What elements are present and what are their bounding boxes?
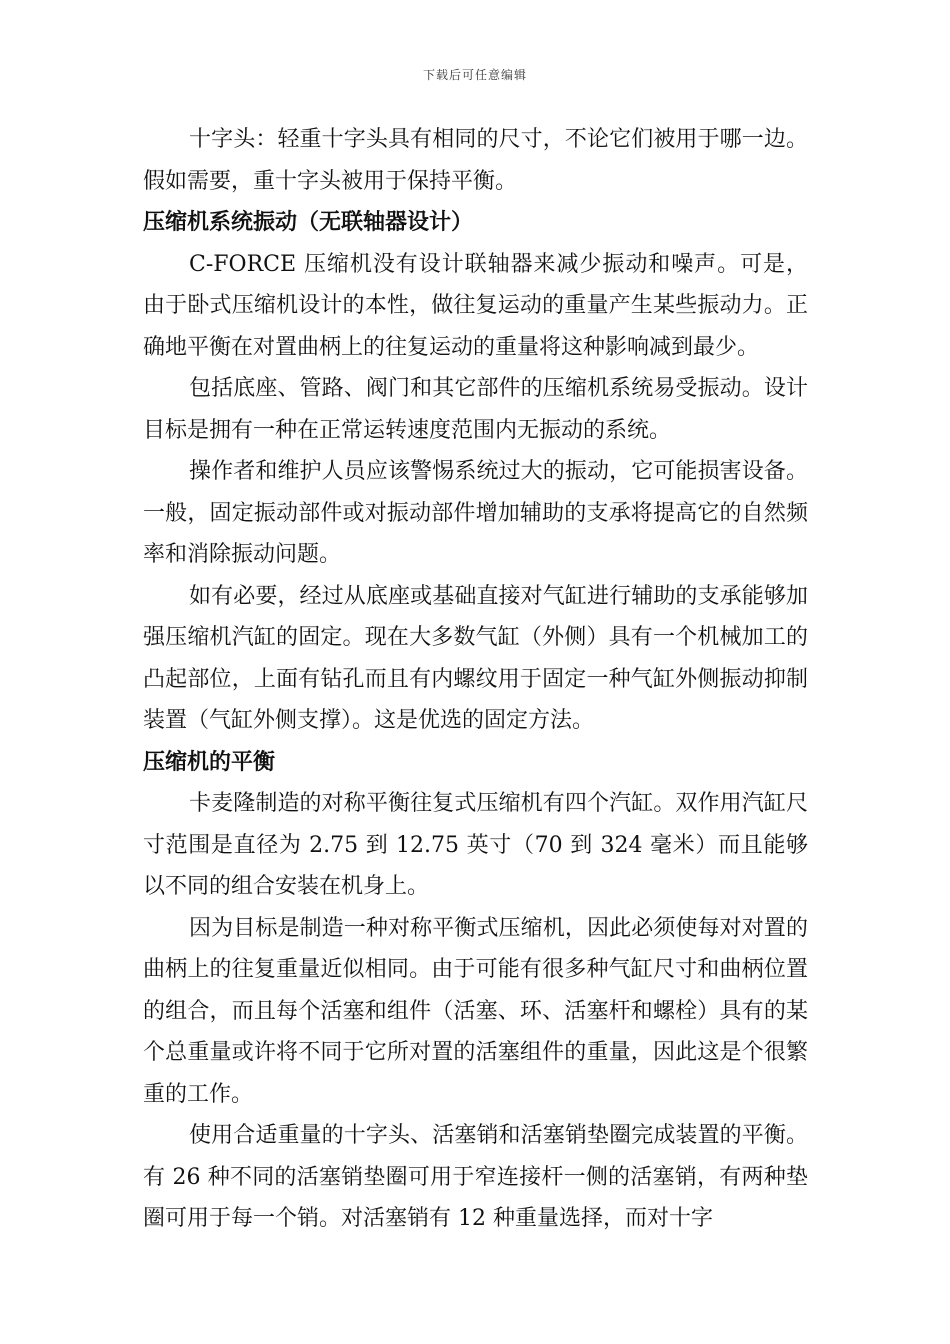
paragraph-balance-method: 使用合适重量的十字头、活塞销和活塞销垫圈完成装置的平衡。有 26 种不同的活塞销垫圈可用于窄连接杆一侧的活塞销，有两种垫圈可用于每一个销。对活塞销有 12 种重量选择，而对十字 [143, 1123, 808, 1231]
paragraph-crosshead: 十字头：轻重十字头具有相同的尺寸，不论它们被用于哪一边。假如需要，重十字头被用于保持平衡。 [143, 127, 808, 194]
document-body [143, 119, 808, 1240]
heading-vibration: 压缩机系统振动（无联轴器设计） [143, 210, 474, 235]
paragraph-cforce: C-FORCE 压缩机没有设计联轴器来减少振动和噪声。可是，由于卧式压缩机设计的本性，做往复运动的重量产生某些振动力。正确地平衡在对置曲柄上的往复运动的重量将这种影响减到最少。 [143, 251, 808, 360]
heading-balance: 压缩机的平衡 [143, 749, 276, 775]
paragraph-balance-goal: 因为目标是制造一种对称平衡式压缩机，因此必须使每对对置的曲柄上的往复重量近似相同。由于可能有很多种气缸尺寸和曲柄位置的组合，而且每个活塞和组件（活塞、环、活塞杆和螺栓）具有的某个总重量或许将不同于它所对置的活塞组件的重量，因此这是个很繁重的工作。 [143, 915, 808, 1107]
page-header: 下载后可任意编辑 [422, 68, 527, 82]
paragraph-system-vibration: 包括底座、管路、阀门和其它部件的压缩机系统易受振动。设计目标是拥有一种在正常运转速度范围内无振动的系统。 [143, 376, 808, 443]
paragraph-operator-warning: 操作者和维护人员应该警惕系统过大的振动，它可能损害设备。一般，固定振动部件或对振动部件增加辅助的支承将提高它的自然频率和消除振动问题。 [143, 459, 808, 567]
paragraph-cylinders: 卡麦隆制造的对称平衡往复式压缩机有四个汽缸。双作用汽缸尺寸范围是直径为 2.75 到 12.75 英寸（70 到 324 毫米）而且能够以不同的组合安装在机身上。 [143, 791, 808, 899]
paragraph-cylinder-support: 如有必要，经过从底座或基础直接对气缸进行辅助的支承能够加强压缩机汽缸的固定。现在大多数气缸（外侧）具有一个机械加工的凸起部位，上面有钻孔而且有内螺纹用于固定一种气缸外侧振动抑制装置（气缸外侧支撑）。这是优选的固定方法。 [143, 583, 808, 733]
